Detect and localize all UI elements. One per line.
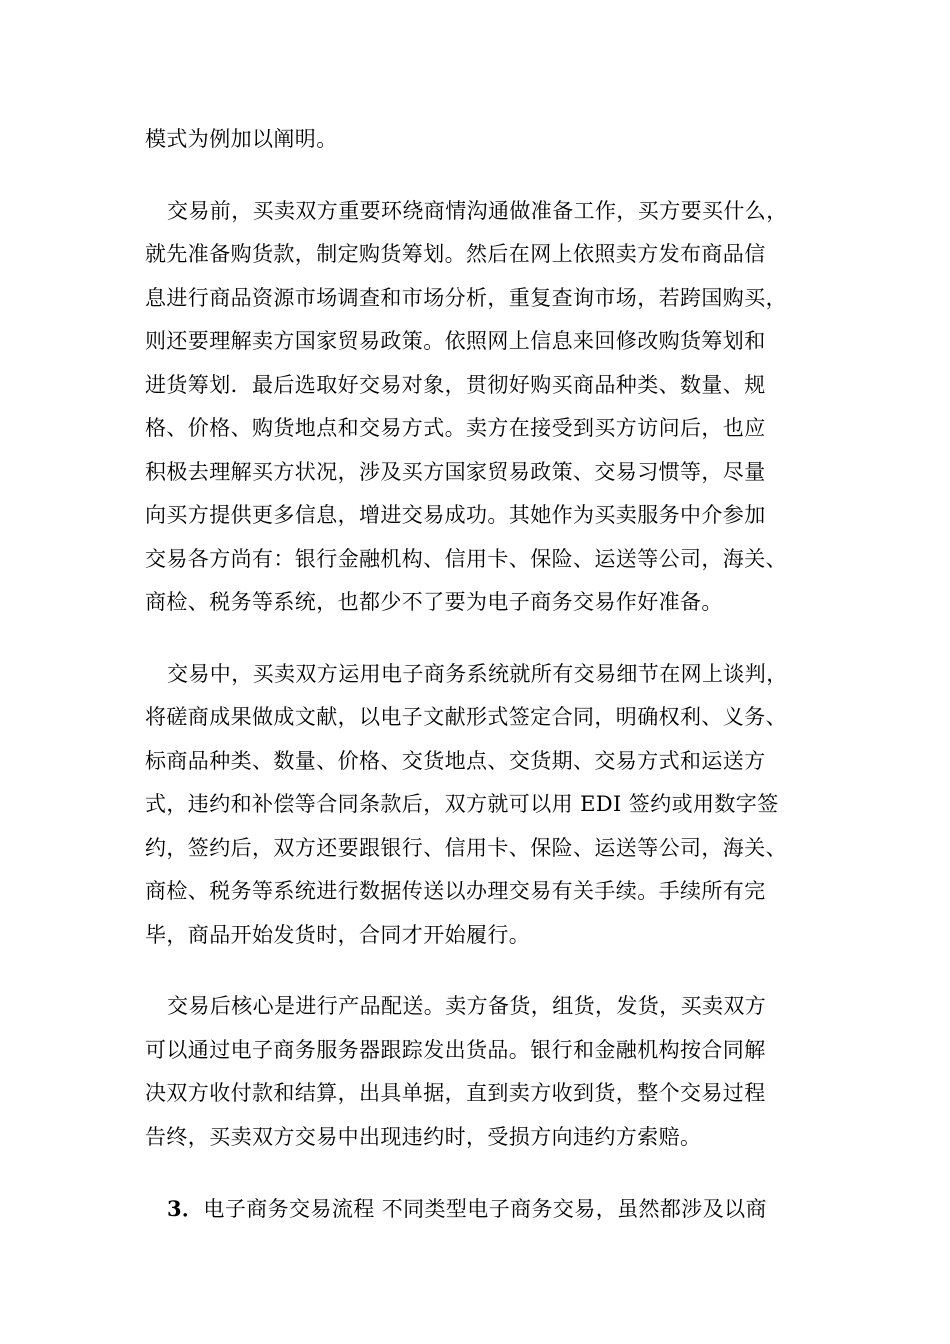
- paragraph-3: [145, 653, 835, 958]
- text-line: 商检、税务等系统，也都少不了要为电子商务交易作好准备。: [145, 590, 723, 614]
- text-line: 将磋商成果做成文献，以电子文献形式签定合同，明确权利、义务、: [145, 705, 787, 729]
- text-line: 式，违约和补偿等合同条款后，双方就可以用 EDI 签约或用数字签: [145, 792, 779, 816]
- text-line: 可以通过电子商务服务器跟踪发出货品。银行和金融机构按合同解: [145, 1037, 766, 1062]
- text-line: 则还要理解卖方国家贸易政策。依照网上信息来回修改购货筹划和: [145, 329, 766, 353]
- heading-text: 电子商务交易流程 不同类型电子商务交易，虽然都涉及以商: [203, 1197, 767, 1221]
- paragraph-spacer: [145, 625, 835, 653]
- paragraph-1: [145, 118, 835, 162]
- paragraph-spacer: [145, 1159, 835, 1187]
- text-line: 模式为例加以阐明。: [145, 127, 338, 151]
- text-line: 告终，买卖双方交易中出现违约时，受损方向违约方索赔。: [145, 1124, 702, 1149]
- text-line: 进货筹划．最后选取好交易对象，贯彻好购买商品种类、数量、规: [145, 372, 766, 397]
- paragraph-4: [145, 985, 835, 1159]
- section-number: 3．: [167, 1196, 204, 1221]
- text-line: 约，签约后，双方还要跟银行、信用卡、保险、运送等公司，海关、: [145, 835, 787, 860]
- text-line: 积极去理解买方状况，涉及买方国家贸易政策、交易习惯等，尽量: [145, 459, 766, 484]
- text-line: 格、价格、购货地点和交易方式。卖方在接受到买方访问后，也应: [145, 416, 766, 440]
- paragraph-spacer: [145, 957, 835, 985]
- section-heading-3: [145, 1187, 835, 1231]
- text-line: 就先准备购货款，制定购货筹划。然后在网上依照卖方发布商品信: [145, 242, 766, 266]
- text-line: 交易中，买卖双方运用电子商务系统就所有交易细节在网上谈判，: [167, 661, 788, 686]
- text-line: 标商品种类、数量、价格、交货地点、交货期、交易方式和运送方: [145, 748, 766, 773]
- text-line: 毕，商品开始发货时，合同才开始履行。: [145, 922, 531, 947]
- text-line: 交易各方尚有：银行金融机构、信用卡、保险、运送等公司，海关、: [145, 546, 787, 571]
- document-body: [145, 118, 835, 1231]
- text-line: 向买方提供更多信息，增进交易成功。其她作为买卖服务中介参加: [145, 503, 766, 527]
- text-line: 息进行商品资源市场调查和市场分析，重复查询市场，若跨国购买，: [145, 285, 787, 310]
- heading-line: [145, 1187, 835, 1231]
- paragraph-spacer: [145, 162, 835, 190]
- text-line: 交易后核心是进行产品配送。卖方备货，组货，发货，买卖双方: [167, 994, 767, 1018]
- text-line: 商检、税务等系统进行数据传送以办理交易有关手续。手续所有完: [145, 879, 766, 903]
- text-line: 决双方收付款和结算，出具单据，直到卖方收到货，整个交易过程: [145, 1081, 766, 1105]
- text-line: 交易前，买卖双方重要环绕商情沟通做准备工作，买方要买什么，: [167, 198, 788, 223]
- paragraph-2: [145, 190, 835, 625]
